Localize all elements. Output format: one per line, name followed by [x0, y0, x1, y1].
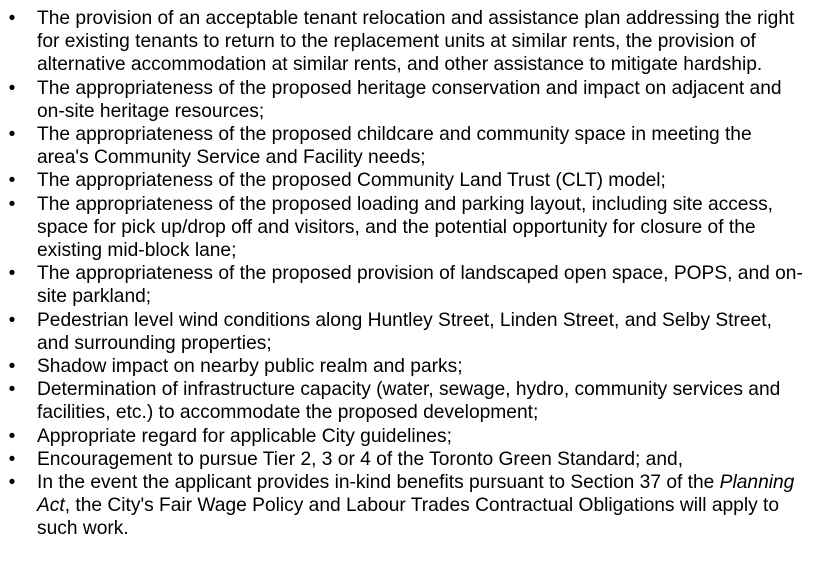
list-item — [0, 169, 813, 192]
list-item-text: The appropriateness of the proposed provision of landscaped open space, POPS, and on-site parkland; — [37, 263, 803, 308]
list-item-text: Appropriate regard for applicable City guidelines; — [37, 425, 452, 447]
list-item-text-before: In the event the applicant provides in-kind benefits pursuant to Section 37 of the — [37, 472, 720, 494]
list-item — [0, 193, 813, 263]
bullet-icon: • — [8, 425, 16, 447]
list-item-text: Pedestrian level wind conditions along Huntley Street, Linden Street, and Selby Street, and surrounding properties; — [37, 309, 772, 354]
list-item — [0, 7, 813, 77]
bullet-icon: • — [8, 77, 16, 99]
bullet-icon: • — [8, 472, 16, 494]
bullet-icon: • — [8, 309, 16, 331]
list-item-text: The appropriateness of the proposed Community Land Trust (CLT) model; — [37, 170, 666, 192]
planning-act-title: Planning Act — [37, 472, 795, 517]
list-item — [0, 123, 813, 169]
list-item-text: Encouragement to pursue Tier 2, 3 or 4 of the Toronto Green Standard; and, — [37, 448, 684, 470]
bullet-icon: • — [8, 379, 16, 401]
bullet-icon: • — [8, 8, 16, 29]
list-item — [0, 471, 813, 541]
bullet-icon: • — [8, 193, 16, 215]
bullet-icon: • — [8, 124, 16, 146]
list-item-text: The provision of an acceptable tenant relocation and assistance plan addressing the right for existing tenants to return to the replacement units at similar rents, the provision of alternative accommodation at similar rents, and other assistance to mitigate hardship. — [37, 8, 795, 76]
list-item-text: The appropriateness of the proposed loading and parking layout, including site access, space for pick up/drop off and visitors, and the potential opportunity for closure of the existing mid-block lane; — [37, 193, 773, 262]
bullet-icon: • — [8, 263, 16, 285]
list-item — [0, 262, 813, 308]
list-item — [0, 448, 813, 471]
list-item — [0, 355, 813, 378]
list-item-text-after: , the City's Fair Wage Policy and Labour Trades Contractual Obligations will apply to such work. — [37, 495, 780, 540]
list-item — [0, 309, 813, 355]
list-item — [0, 425, 813, 448]
list-item-text: The appropriateness of the proposed childcare and community space in meeting the area's Community Service and Facility needs; — [37, 124, 752, 169]
bullet-icon: • — [8, 448, 16, 470]
list-item — [0, 77, 813, 123]
list-item-text: Determination of infrastructure capacity (water, sewage, hydro, community services and facilities, etc.) to accommodate the proposed development; — [37, 379, 781, 424]
list-item-text: Shadow impact on nearby public realm and parks; — [37, 356, 463, 378]
list-item — [0, 378, 813, 424]
list-item-text: The appropriateness of the proposed heritage conservation and impact on adjacent and on-site heritage resources; — [37, 77, 782, 122]
bullet-list — [0, 7, 813, 541]
bullet-icon: • — [8, 170, 16, 192]
bullet-icon: • — [8, 356, 16, 378]
